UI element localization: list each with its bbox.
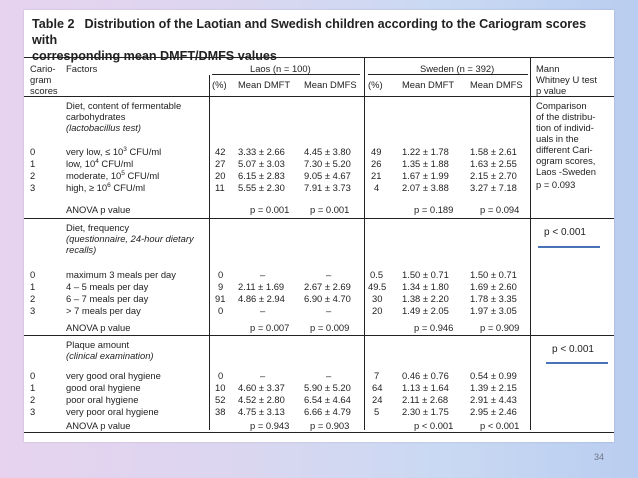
swe-dmfs: 1.97 ± 3.05	[470, 305, 517, 316]
swe-pct: 49.5	[368, 281, 387, 292]
s2-anova-swe-dmft: p = 0.946	[414, 322, 454, 333]
factor: low, $10^4$ CFU/ml	[66, 157, 134, 169]
s3-title-2: (clinical examination)	[66, 350, 154, 361]
swe-dmft: 1.13 ± 1.64	[402, 382, 449, 393]
laos-pct: 27	[215, 158, 226, 169]
swe-pct: 20	[372, 305, 383, 316]
s1-title-1: Diet, content of fermentable	[66, 100, 182, 111]
s2-anova-laos-dmft: p = 0.007	[250, 322, 290, 333]
sweden-underline	[368, 74, 528, 75]
swe-pct: 49	[371, 146, 382, 157]
factor: very low, ≤ $10^3$ CFU/ml	[66, 145, 162, 157]
laos-pct: 10	[215, 382, 226, 393]
laos-dmfs: 4.45 ± 3.80	[304, 146, 351, 157]
swe-dmft: 2.07 ± 3.88	[402, 182, 449, 193]
swe-dmft: 1.22 ± 1.78	[402, 146, 449, 157]
score: 0	[30, 146, 36, 157]
header-cariogram-3: scores	[30, 85, 58, 96]
swe-dmft: 1.67 ± 1.99	[402, 170, 449, 181]
header-cariogram-2: gram	[30, 74, 52, 85]
header-swe-dmfs: Mean DMFS	[470, 79, 523, 90]
swe-dmft: 1.35 ± 1.88	[402, 158, 449, 169]
swe-dmfs: 0.54 ± 0.99	[470, 370, 517, 381]
s1-title-2: carbohydrates	[66, 111, 126, 122]
laos-pct: 42	[215, 146, 226, 157]
laos-dmft: 4.60 ± 3.37	[238, 382, 285, 393]
laos-dmfs: 9.05 ± 4.67	[304, 170, 351, 181]
laos-dmft: 4.52 ± 2.80	[238, 394, 285, 405]
s3-anova-swe-dmft: p < 0.001	[414, 420, 454, 431]
factor: poor oral hygiene	[66, 394, 139, 405]
laos-underline	[212, 74, 360, 75]
section-2-rule	[24, 335, 614, 336]
factor: 4 – 5 meals per day	[66, 281, 149, 292]
s3-mann-underline	[546, 362, 608, 364]
header-mann-3: p value	[536, 85, 567, 96]
laos-dmft: 4.75 ± 3.13	[238, 406, 285, 417]
s1-anova-laos-dmft: p = 0.001	[250, 204, 290, 215]
swe-pct: 26	[371, 158, 382, 169]
score: 1	[30, 382, 36, 393]
s1-anova-swe-dmft: p = 0.189	[414, 204, 454, 215]
swe-dmft: 0.46 ± 0.76	[402, 370, 449, 381]
laos-dmfs: 6.54 ± 4.64	[304, 394, 351, 405]
laos-dmft: 6.15 ± 2.83	[238, 170, 285, 181]
s3-anova-label: ANOVA p value	[66, 420, 131, 431]
s2-mann-p: p < 0.001	[544, 227, 586, 238]
header-laos-dmft: Mean DMFT	[238, 79, 291, 90]
s1-mann-line-2: tion of individ-	[536, 122, 594, 133]
laos-dmfs: 5.90 ± 5.20	[304, 382, 351, 393]
header-swe-dmft: Mean DMFT	[402, 79, 455, 90]
laos-dmft: 5.55 ± 2.30	[238, 182, 285, 193]
swe-dmft: 1.38 ± 2.20	[402, 293, 449, 304]
factor: moderate, $10^5$ CFU/ml	[66, 169, 160, 181]
swe-dmfs: 2.91 ± 4.43	[470, 394, 517, 405]
factor: maximum 3 meals per day	[66, 269, 176, 280]
laos-dmfs: –	[326, 269, 332, 280]
swe-dmfs: 1.78 ± 3.35	[470, 293, 517, 304]
s1-anova-swe-dmfs: p = 0.094	[480, 204, 520, 215]
header-laos-dmfs: Mean DMFS	[304, 79, 357, 90]
laos-pct: 38	[215, 406, 226, 417]
laos-dmft: 4.86 ± 2.94	[238, 293, 285, 304]
laos-dmfs: 2.67 ± 2.69	[304, 281, 351, 292]
s2-anova-label: ANOVA p value	[66, 322, 131, 333]
bottom-rule	[24, 432, 614, 433]
swe-dmfs: 1.39 ± 2.15	[470, 382, 517, 393]
laos-dmfs: –	[326, 305, 332, 316]
laos-pct: 9	[218, 281, 224, 292]
laos-dmft: –	[260, 269, 266, 280]
score: 1	[30, 158, 36, 169]
s2-anova-swe-dmfs: p = 0.909	[480, 322, 520, 333]
swe-dmfs: 2.15 ± 2.70	[470, 170, 517, 181]
s2-title-3: recalls)	[66, 244, 97, 255]
section-1-rule	[24, 218, 614, 219]
s1-mann-line-5: ogram scores,	[536, 155, 596, 166]
caption-line-1: Distribution of the Laotian and Swedish children according to the Cariogram scores with	[32, 17, 587, 47]
swe-pct: 64	[372, 382, 383, 393]
swe-dmfs: 1.63 ± 2.55	[470, 158, 517, 169]
laos-pct: 52	[215, 394, 226, 405]
s3-mann-p: p < 0.001	[552, 344, 594, 355]
laos-dmfs: 7.91 ± 3.73	[304, 182, 351, 193]
laos-dmft: –	[260, 370, 266, 381]
s1-anova-label: ANOVA p value	[66, 204, 131, 215]
laos-dmft: 2.11 ± 1.69	[238, 281, 285, 292]
swe-dmfs: 1.58 ± 2.61	[470, 146, 517, 157]
s1-mann-line-6: Laos -Sweden	[536, 166, 596, 177]
header-laos: Laos (n = 100)	[250, 63, 311, 74]
score: 2	[30, 394, 36, 405]
swe-pct: 5	[374, 406, 380, 417]
mann-separator	[530, 58, 531, 430]
swe-pct: 24	[372, 394, 383, 405]
s3-anova-laos-dmft: p = 0.943	[250, 420, 290, 431]
swe-dmfs: 1.69 ± 2.60	[470, 281, 517, 292]
score: 1	[30, 281, 36, 292]
header-sweden: Sweden (n = 392)	[420, 63, 495, 74]
page-number: 34	[593, 452, 604, 462]
s2-anova-laos-dmfs: p = 0.009	[310, 322, 350, 333]
laos-dmft: 3.33 ± 2.66	[238, 146, 285, 157]
header-cariogram-1: Cario-	[30, 63, 56, 74]
laos-pct: 20	[215, 170, 226, 181]
factor: very good oral hygiene	[66, 370, 161, 381]
factor: very poor oral hygiene	[66, 406, 159, 417]
s2-title-1: Diet, frequency	[66, 222, 130, 233]
header-factors: Factors	[66, 63, 98, 74]
score: 3	[30, 182, 36, 193]
factor: high, ≥ $10^6$ CFU/ml	[66, 181, 146, 193]
header-laos-pct: (%)	[212, 79, 227, 90]
laos-dmfs: 6.66 ± 4.79	[304, 406, 351, 417]
swe-dmft: 1.50 ± 0.71	[402, 269, 449, 280]
laos-pct: 11	[215, 182, 225, 193]
s2-title-2: (questionnaire, 24-hour dietary	[66, 233, 194, 244]
s2-mann-underline	[538, 246, 600, 248]
laos-sweden-separator-left	[209, 75, 210, 430]
laos-sweden-separator	[364, 58, 365, 430]
score: 3	[30, 305, 36, 316]
score: 0	[30, 370, 36, 381]
score: 3	[30, 406, 36, 417]
swe-pct: 21	[371, 170, 382, 181]
header-swe-pct: (%)	[368, 79, 383, 90]
laos-pct: 91	[215, 293, 226, 304]
s1-mann-line-0: Comparison	[536, 100, 587, 111]
s1-mann-line-4: different Cari-	[536, 144, 593, 155]
s1-mann-line-7: p = 0.093	[536, 179, 576, 190]
header-mann-2: Whitney U test	[536, 74, 597, 85]
swe-dmft: 1.34 ± 1.80	[402, 281, 449, 292]
table-slide	[24, 10, 614, 442]
laos-pct: 0	[218, 269, 224, 280]
laos-dmfs: –	[326, 370, 332, 381]
swe-dmfs: 2.95 ± 2.46	[470, 406, 517, 417]
swe-dmft: 1.49 ± 2.05	[402, 305, 449, 316]
laos-dmfs: 7.30 ± 5.20	[304, 158, 351, 169]
score: 2	[30, 293, 36, 304]
table-number: Table 2	[32, 17, 75, 31]
swe-pct: 30	[372, 293, 383, 304]
s3-anova-laos-dmfs: p = 0.903	[310, 420, 350, 431]
factor: > 7 meals per day	[66, 305, 141, 316]
swe-pct: 7	[374, 370, 380, 381]
laos-dmft: –	[260, 305, 266, 316]
s1-title-3: (lactobacillus test)	[66, 122, 142, 133]
swe-dmfs: 3.27 ± 7.18	[470, 182, 517, 193]
swe-pct: 0.5	[370, 269, 384, 280]
swe-dmft: 2.30 ± 1.75	[402, 406, 449, 417]
score: 2	[30, 170, 36, 181]
swe-dmft: 2.11 ± 2.68	[402, 394, 449, 405]
s3-anova-swe-dmfs: p < 0.001	[480, 420, 520, 431]
s3-title-1: Plaque amount	[66, 339, 130, 350]
laos-pct: 0	[218, 305, 224, 316]
laos-dmft: 5.07 ± 3.03	[238, 158, 285, 169]
header-rule	[24, 96, 614, 97]
laos-pct: 0	[218, 370, 224, 381]
header-mann-1: Mann	[536, 63, 560, 74]
factor: good oral hygiene	[66, 382, 141, 393]
swe-pct: 4	[374, 182, 380, 193]
laos-dmfs: 6.90 ± 4.70	[304, 293, 351, 304]
caption-line-2: corresponding mean DMFT/DMFS values	[32, 49, 277, 63]
swe-dmfs: 1.50 ± 0.71	[470, 269, 517, 280]
score: 0	[30, 269, 36, 280]
top-rule	[24, 57, 614, 58]
s1-mann-line-1: of the distribu-	[536, 111, 596, 122]
factor: 6 – 7 meals per day	[66, 293, 149, 304]
s1-anova-laos-dmfs: p = 0.001	[310, 204, 350, 215]
s1-mann-line-3: uals in the	[536, 133, 579, 144]
